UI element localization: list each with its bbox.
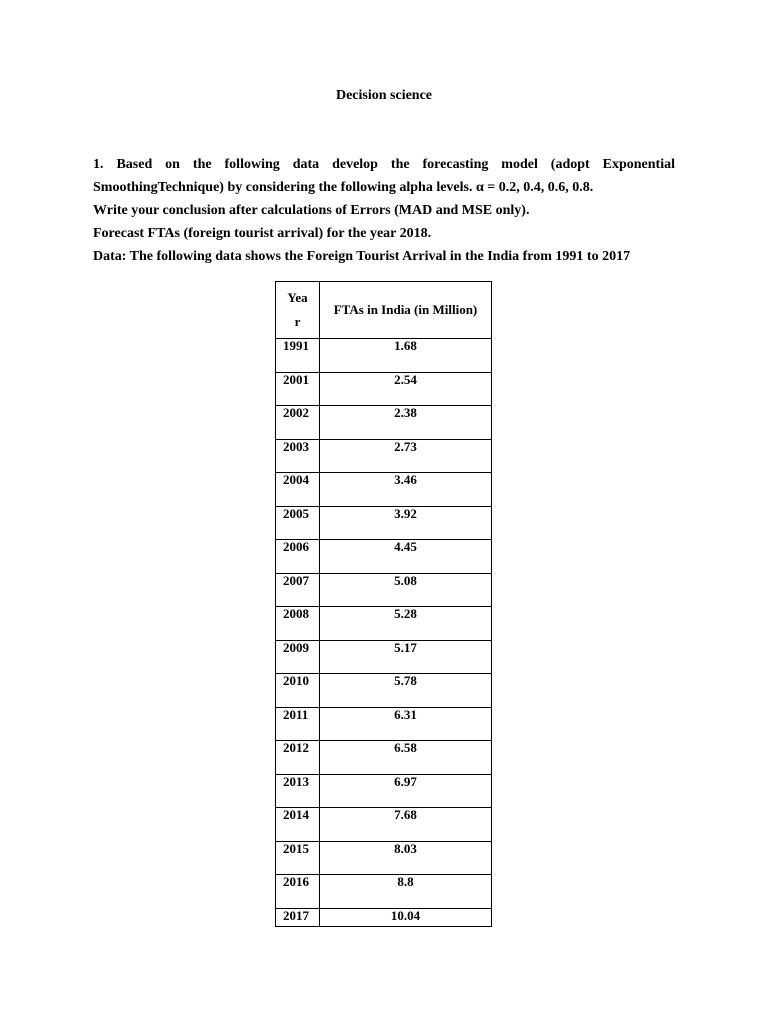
year-cell: 2011 bbox=[276, 707, 320, 741]
value-cell: 6.97 bbox=[320, 774, 492, 808]
question-word: Exponential bbox=[602, 157, 675, 172]
header-year-part2: r bbox=[294, 314, 301, 329]
table-row bbox=[276, 640, 492, 674]
header-value: FTAs in India (in Million) bbox=[320, 282, 492, 339]
fta-data-table bbox=[275, 281, 492, 927]
question-word: the bbox=[192, 157, 212, 172]
value-cell: 7.68 bbox=[320, 808, 492, 842]
question-word: the bbox=[390, 157, 410, 172]
table-row bbox=[276, 439, 492, 473]
table-row bbox=[276, 875, 492, 909]
question-line-5: Data: The following data shows the Foreign Tourist Arrival in the India from 1991 to 2017 bbox=[93, 249, 631, 264]
question-line-1 bbox=[93, 153, 675, 176]
value-cell: 5.28 bbox=[320, 607, 492, 641]
year-cell: 2006 bbox=[276, 540, 320, 574]
document-title: Decision science bbox=[335, 88, 433, 103]
table-row bbox=[276, 808, 492, 842]
table-row bbox=[276, 506, 492, 540]
table-row bbox=[276, 841, 492, 875]
value-cell: 4.45 bbox=[320, 540, 492, 574]
value-cell: 5.78 bbox=[320, 674, 492, 708]
table-header-row bbox=[276, 282, 492, 339]
value-cell: 6.31 bbox=[320, 707, 492, 741]
value-cell: 3.46 bbox=[320, 473, 492, 507]
year-cell: 2003 bbox=[276, 439, 320, 473]
table-row bbox=[276, 372, 492, 406]
question-word: data bbox=[292, 157, 320, 172]
value-cell: 2.54 bbox=[320, 372, 492, 406]
year-cell: 2004 bbox=[276, 473, 320, 507]
year-cell: 2005 bbox=[276, 506, 320, 540]
year-cell: 2016 bbox=[276, 875, 320, 909]
year-cell: 2002 bbox=[276, 406, 320, 440]
value-cell: 1.68 bbox=[320, 339, 492, 373]
value-cell: 6.58 bbox=[320, 741, 492, 775]
question-word: on bbox=[165, 157, 180, 172]
value-cell: 5.17 bbox=[320, 640, 492, 674]
table-row bbox=[276, 540, 492, 574]
table-row bbox=[276, 473, 492, 507]
question-word: 1. bbox=[93, 157, 104, 172]
value-cell: 8.03 bbox=[320, 841, 492, 875]
table-row bbox=[276, 573, 492, 607]
year-cell: 2010 bbox=[276, 674, 320, 708]
question-line-2: SmoothingTechnique) by considering the following alpha levels. α = 0.2, 0.4, 0.6, 0.8. bbox=[93, 180, 594, 195]
year-cell: 2014 bbox=[276, 808, 320, 842]
header-year bbox=[276, 282, 320, 339]
value-cell: 2.38 bbox=[320, 406, 492, 440]
table-row bbox=[276, 908, 492, 926]
year-cell: 2008 bbox=[276, 607, 320, 641]
value-cell: 8.8 bbox=[320, 875, 492, 909]
year-cell: 2007 bbox=[276, 573, 320, 607]
value-cell: 3.92 bbox=[320, 506, 492, 540]
year-cell: 2017 bbox=[276, 908, 320, 926]
question-line-4: Forecast FTAs (foreign tourist arrival) for the year 2018. bbox=[93, 226, 432, 241]
table-row bbox=[276, 339, 492, 373]
question-word: following bbox=[224, 157, 280, 172]
table-row bbox=[276, 406, 492, 440]
question-line-3: Write your conclusion after calculations of Errors (MAD and MSE only). bbox=[93, 203, 530, 218]
question-word: Based bbox=[116, 157, 153, 172]
table-row bbox=[276, 707, 492, 741]
year-cell: 2015 bbox=[276, 841, 320, 875]
question-word: model bbox=[501, 157, 538, 172]
value-cell: 2.73 bbox=[320, 439, 492, 473]
table-row bbox=[276, 607, 492, 641]
year-cell: 2009 bbox=[276, 640, 320, 674]
year-cell: 2013 bbox=[276, 774, 320, 808]
value-cell: 5.08 bbox=[320, 573, 492, 607]
question-word: develop bbox=[332, 157, 378, 172]
value-cell: 10.04 bbox=[320, 908, 492, 926]
table-row bbox=[276, 674, 492, 708]
year-cell: 1991 bbox=[276, 339, 320, 373]
header-year-part1: Yea bbox=[287, 290, 308, 305]
question-word: forecasting bbox=[422, 157, 489, 172]
year-cell: 2012 bbox=[276, 741, 320, 775]
table-row bbox=[276, 741, 492, 775]
year-cell: 2001 bbox=[276, 372, 320, 406]
table-row bbox=[276, 774, 492, 808]
question-word: (adopt bbox=[550, 157, 590, 172]
